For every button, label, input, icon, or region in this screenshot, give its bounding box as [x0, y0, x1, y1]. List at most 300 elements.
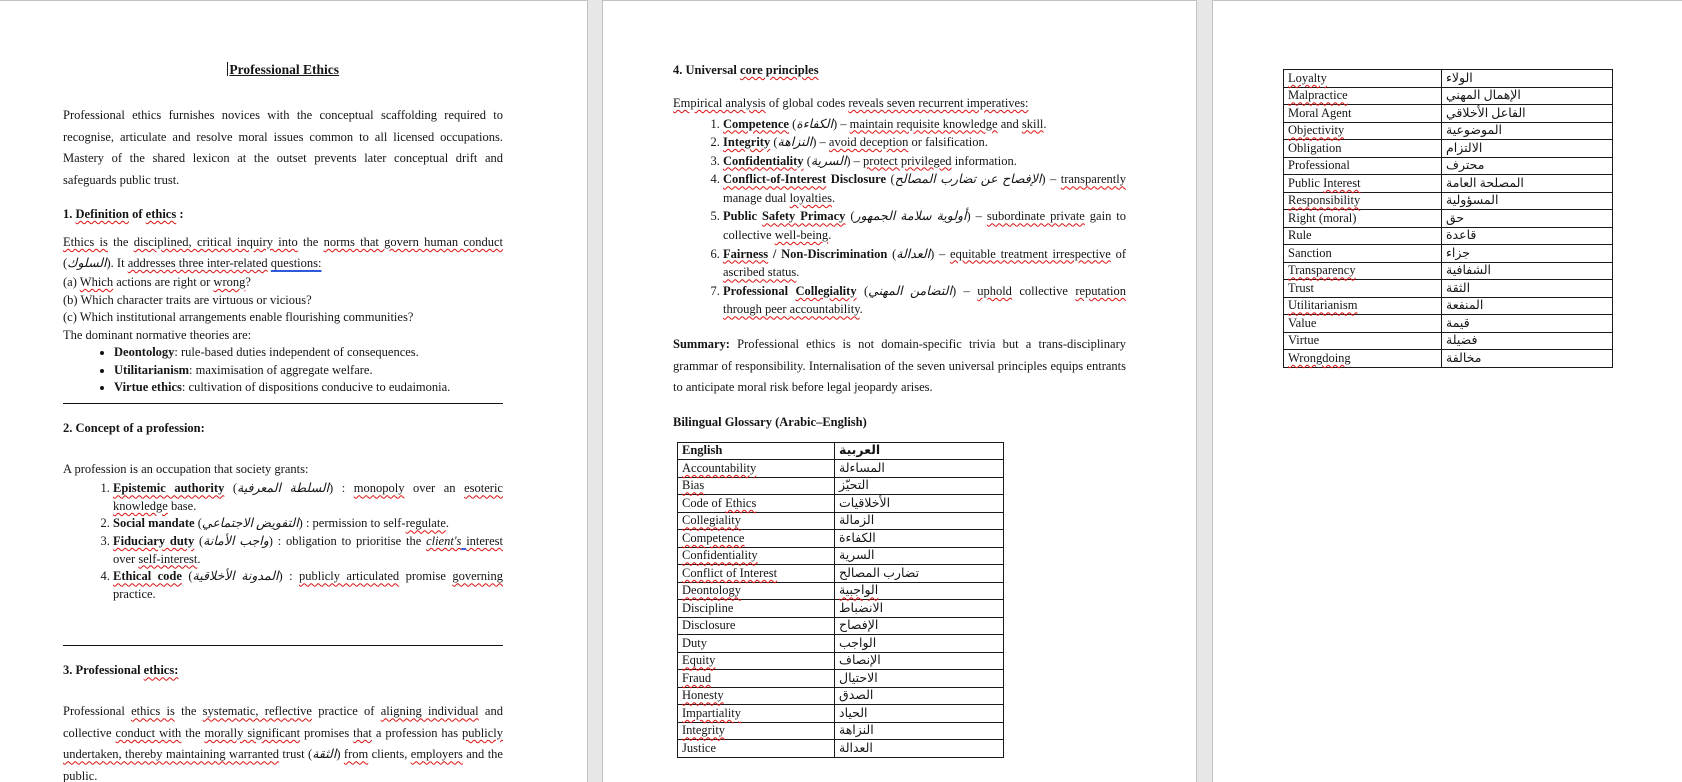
table-row — [678, 547, 1004, 565]
text-segment: publicly undertaken, thereby maintaining warranted — [63, 725, 503, 762]
cell-english — [678, 635, 835, 653]
cell-english — [1284, 245, 1442, 263]
text-segment: : cultivation of dispositions conducive to eudaimonia. — [181, 380, 451, 395]
ethics-question-lines — [63, 274, 503, 344]
text-segment: Public — [1288, 175, 1324, 190]
text-segment: Integrity — [682, 723, 726, 738]
text-segment: . — [796, 265, 800, 280]
text-segment: قيمة — [1446, 315, 1470, 330]
text-segment: the — [174, 704, 203, 719]
text-segment: ) – — [1041, 172, 1061, 187]
text-segment: Professional ethics furnishes novices with the conceptual scaffolding required to recognise, articulate and resolve moral issues common to all licensed occupations. Mastery of the shared lexicon at the outset prevents later conceptual drift and safeguards public trust. — [63, 108, 503, 187]
text-segment: ). It — [106, 256, 128, 270]
table-row — [678, 477, 1004, 495]
text-segment: that — [353, 725, 372, 740]
text-segment: disciplined, critical inquiry into — [133, 235, 298, 249]
text-segment: Disclosure — [826, 172, 887, 187]
cell-arabic — [1442, 297, 1613, 315]
table-row — [678, 670, 1004, 688]
table-row — [1284, 87, 1613, 105]
cell-english — [678, 547, 835, 565]
text-segment: addresses three inter-related — [127, 256, 268, 270]
text-segment: information. — [951, 153, 1017, 168]
text-segment: السلطة المعرفية — [237, 481, 330, 496]
table-row — [1284, 210, 1613, 228]
text-segment: Which — [79, 275, 114, 289]
text-segment: الإفصاح — [839, 618, 879, 633]
text-segment: النزاهة — [839, 723, 874, 738]
text-segment: Competence — [723, 116, 789, 131]
text-segment: Interest — [1323, 175, 1361, 190]
cell-arabic — [835, 687, 1004, 705]
text-segment: (c) Which institutional arrangements enable flourishing communities? — [63, 310, 414, 324]
text-segment: ( — [856, 283, 869, 298]
text-segment: Responsibility — [1288, 193, 1361, 208]
cell-english — [1284, 175, 1442, 193]
heading-professional-ethics — [63, 661, 503, 680]
table-row — [678, 495, 1004, 513]
text-segment: Professional — [723, 283, 796, 298]
text-segment: النزاهة — [777, 135, 813, 150]
text-segment: or falsification. — [908, 135, 988, 150]
text-segment: حق — [1446, 210, 1465, 225]
cell-arabic — [1442, 262, 1613, 280]
cell-english — [1284, 262, 1442, 280]
table-row — [678, 687, 1004, 705]
numbered-item — [723, 170, 1126, 207]
page-3-content — [1213, 1, 1682, 368]
text-segment: manage dual — [723, 190, 790, 205]
professional-ethics-paragraph — [63, 701, 503, 782]
text-segment: a profession has — [371, 725, 463, 740]
text-segment: Empirical analysis — [673, 96, 766, 110]
text-segment: publicly articulated — [299, 569, 400, 584]
text-segment: الإفصاح عن تضارب المصالح — [894, 172, 1042, 187]
text-segment: الشفافية — [1446, 263, 1492, 278]
cell-arabic — [835, 477, 1004, 495]
table-row — [1284, 227, 1613, 245]
text-segment: collective — [1011, 283, 1076, 298]
cell-arabic — [1442, 140, 1613, 158]
text-segment: فضيلة — [1446, 333, 1478, 348]
cell-arabic — [1442, 350, 1613, 368]
title-text — [229, 62, 339, 77]
text-segment: Loyalty — [1288, 70, 1327, 85]
cell-english — [678, 530, 835, 548]
text-segment: ) – — [951, 283, 978, 298]
text-segment: Wrongdoing — [1288, 350, 1351, 365]
text-segment: الولاء — [1446, 70, 1473, 85]
cell-english — [678, 460, 835, 478]
text-segment: interest — [466, 534, 503, 549]
text-segment: over an — [404, 481, 465, 496]
cell-english — [1284, 297, 1442, 315]
text-segment: ) – — [846, 153, 864, 168]
cell-english — [1284, 70, 1442, 88]
cell-arabic — [1442, 192, 1613, 210]
text-segment: التحيّز — [839, 478, 869, 493]
text-segment: العربية — [839, 443, 881, 458]
text-segment: ( — [770, 135, 778, 150]
text-segment: المساءلة — [839, 460, 885, 475]
page-1-content — [0, 1, 587, 782]
bullet-item — [114, 344, 503, 362]
text-segment: الالتزام — [1446, 140, 1483, 155]
text-segment: employers — [410, 747, 463, 762]
cell-arabic — [1442, 245, 1613, 263]
table-row — [1284, 280, 1613, 298]
principles-intro-paragraph — [673, 93, 1126, 115]
table-row — [1284, 175, 1613, 193]
table-row — [1284, 262, 1613, 280]
cell-english — [678, 565, 835, 583]
document-page-1[interactable] — [0, 0, 588, 782]
text-segment: Confidentiality — [682, 548, 758, 563]
text-segment: Virtue — [1288, 333, 1320, 348]
text-segment: aligning individual — [380, 704, 479, 719]
table-row — [1284, 350, 1613, 368]
numbered-item — [723, 282, 1126, 319]
text-segment: and the public. — [63, 747, 503, 782]
text-segment: protect privileged — [863, 153, 952, 168]
text-segment: مخالفة — [1446, 350, 1482, 365]
text-segment: esoteric knowledge — [113, 481, 503, 513]
cell-english — [1284, 87, 1442, 105]
text-segment: Utilitarianism — [114, 362, 189, 377]
text-segment: of global codes — [765, 96, 849, 110]
cell-english — [1284, 140, 1442, 158]
text-segment: ( — [194, 516, 202, 531]
heading-definition-of-ethics — [63, 205, 503, 224]
text-segment: ethics: — [143, 663, 179, 678]
horizontal-rule — [63, 645, 503, 646]
text-segment: reputation through peer accountability — [723, 283, 1127, 317]
text-segment: . — [445, 516, 449, 531]
cell-english — [1284, 122, 1442, 140]
text-segment: ( — [63, 256, 68, 270]
text-segment: Social mandate — [113, 516, 195, 531]
bullet-item — [114, 362, 503, 380]
cell-arabic — [1442, 315, 1613, 333]
text-segment: equitable treatment irrespective — [950, 246, 1111, 261]
text-segment: الواجب — [839, 635, 877, 650]
text-segment: العدالة — [896, 246, 931, 261]
text-segment: promises — [300, 725, 354, 740]
cell-arabic — [1442, 332, 1613, 350]
text-segment: الثقة — [1446, 280, 1471, 295]
text-segment: Collegiality — [795, 283, 857, 298]
text-segment: Disclosure — [682, 618, 736, 633]
text-segment: Professional Ethics — [229, 62, 340, 77]
cell-arabic — [835, 705, 1004, 723]
text-segment: the — [181, 725, 205, 740]
text-segment: ( — [887, 246, 897, 261]
cell-arabic — [835, 617, 1004, 635]
text-segment: Malpractice — [1288, 88, 1348, 103]
cell-arabic — [1442, 122, 1613, 140]
text-segment: السرية — [810, 153, 847, 168]
cell-english — [678, 670, 835, 688]
text-segment: ( — [194, 534, 204, 549]
text-segment: المسؤولية — [1446, 193, 1499, 208]
numbered-item — [723, 245, 1126, 282]
numbered-item — [723, 115, 1126, 134]
cell-english — [1284, 315, 1442, 333]
text-segment: ( — [224, 481, 238, 496]
text-segment: . — [832, 190, 836, 205]
cell-english — [1284, 227, 1442, 245]
text-segment: Duty — [682, 635, 707, 650]
text-segment: السلوك — [67, 256, 107, 270]
text-segment: Competence — [682, 530, 745, 545]
cell-english — [1284, 192, 1442, 210]
cell-english — [678, 600, 835, 618]
glossary-table-page-2 — [677, 442, 1004, 758]
cell-english — [678, 512, 835, 530]
cell-arabic — [1442, 70, 1613, 88]
text-segment: المنفعة — [1446, 298, 1484, 313]
text-segment: and collective — [63, 704, 503, 740]
text-segment: Right (moral) — [1288, 210, 1357, 225]
cell-arabic — [1442, 157, 1613, 175]
text-segment: ) : permission to self- — [298, 516, 406, 531]
text-segment: systematic, reflective — [202, 704, 312, 719]
numbered-item — [723, 133, 1126, 152]
cell-arabic — [835, 670, 1004, 688]
text-segment: morally significant — [204, 725, 301, 740]
text-segment: ) : obligation to prioritise the — [268, 534, 427, 549]
text-segment: 4. Universal — [673, 63, 741, 77]
cell-arabic — [835, 722, 1004, 740]
text-segment: الكفاءة — [796, 116, 833, 131]
cell-arabic — [1442, 105, 1613, 123]
document-title — [63, 60, 503, 79]
text-segment: regulate — [405, 516, 446, 531]
ethics-definition-paragraph — [63, 232, 503, 274]
text-segment: Ethical code — [113, 569, 182, 584]
text-segment: Integrity — [723, 135, 771, 150]
heading-bilingual-glossary — [673, 413, 1126, 432]
text-segment: Epistemic authority — [113, 481, 225, 496]
numbered-item — [723, 207, 1126, 244]
normative-theories-list — [63, 344, 503, 397]
text-segment: monopoly — [353, 481, 405, 496]
cell-arabic — [835, 740, 1004, 758]
table-row — [678, 582, 1004, 600]
text-segment: / Non-Discrimination — [768, 246, 888, 261]
text-segment: قاعدة — [1446, 228, 1477, 243]
text-segment: ) – — [966, 209, 987, 224]
text-segment: and — [997, 116, 1022, 131]
text-segment: Value — [1288, 315, 1317, 330]
text-segment: الكفاءة — [839, 530, 876, 545]
profession-paragraph — [63, 459, 503, 481]
cell-english — [1284, 157, 1442, 175]
cell-arabic — [835, 512, 1004, 530]
table-row — [678, 722, 1004, 740]
text-segment: السرية — [839, 548, 875, 563]
table-row — [1284, 122, 1613, 140]
text-segment: : — [176, 207, 184, 221]
text-segment: محترف — [1446, 158, 1485, 173]
text-line — [63, 292, 503, 310]
text-segment: Accountability — [682, 460, 757, 475]
text-segment: of — [1110, 246, 1126, 261]
cell-arabic — [835, 635, 1004, 653]
text-segment: التفويض الاجتماعي — [201, 516, 299, 531]
text-segment: ) — [336, 747, 344, 762]
table-header-row — [678, 442, 1004, 460]
profession-grants-list — [63, 480, 503, 603]
text-segment: core principles — [740, 63, 819, 77]
text-segment: ) – — [833, 116, 850, 131]
text-line — [63, 274, 503, 292]
text-segment: (a) — [63, 275, 80, 289]
text-segment: ( — [845, 209, 855, 224]
cell-english — [678, 652, 835, 670]
cell-english — [678, 722, 835, 740]
text-segment: Justice — [682, 740, 717, 755]
table-row — [678, 652, 1004, 670]
table-row — [678, 460, 1004, 478]
text-segment: الثقة — [312, 747, 337, 762]
text-segment: : rule-based duties independent of consequences. — [174, 345, 419, 359]
text-segment: . — [859, 302, 863, 317]
cell-arabic — [1442, 210, 1613, 228]
text-segment: Safety Primacy — [761, 209, 846, 224]
text-segment: : maximisation of aggregate welfare. — [189, 362, 373, 377]
text-segment: Fraud — [682, 670, 712, 685]
table-row — [1284, 245, 1613, 263]
text-segment: conduct with — [115, 725, 182, 740]
text-segment: الانضباط — [839, 600, 884, 615]
text-segment: ) – — [930, 246, 951, 261]
text-segment: Objectivity — [1288, 123, 1345, 138]
text-segment: Fiduciary duty — [113, 534, 195, 549]
text-segment: ascribed status — [723, 265, 797, 280]
cell-english — [1284, 350, 1442, 368]
text-line — [63, 309, 503, 327]
text-segment: Impartiality — [682, 705, 742, 720]
table-row — [1284, 192, 1613, 210]
text-segment: of — [128, 207, 146, 221]
horizontal-rule — [63, 403, 503, 404]
text-segment: Professional — [63, 704, 132, 719]
cell-arabic — [835, 565, 1004, 583]
cell-arabic — [1442, 280, 1613, 298]
text-segment: Honesty — [682, 688, 724, 703]
page-2-content — [603, 1, 1196, 758]
text-segment: gain to collective — [723, 209, 1127, 243]
text-segment: الموضوعية — [1446, 123, 1502, 138]
text-segment: . — [828, 228, 832, 243]
glossary-table-page-3 — [1283, 69, 1613, 368]
text-segment: (b) Which character traits are virtuous or vicious? — [63, 292, 312, 307]
numbered-item — [113, 480, 503, 515]
table-row — [678, 635, 1004, 653]
table-row — [1284, 140, 1613, 158]
text-segment: transparently — [1060, 172, 1127, 187]
text-segment: الاحتيال — [839, 670, 878, 685]
text-segment: واجب الأمانة — [203, 534, 269, 549]
text-segment: Professional — [1288, 158, 1350, 173]
text-segment: skill — [1021, 116, 1044, 131]
text-segment: الإهمال المهني — [1446, 88, 1521, 103]
text-segment: Virtue ethics — [114, 380, 182, 395]
text-segment: Bilingual Glossary (Arabic–English) — [673, 414, 867, 429]
document-page-2[interactable] — [602, 0, 1197, 782]
numbered-item — [113, 533, 503, 568]
document-page-3[interactable] — [1212, 0, 1682, 782]
cell-arabic — [835, 495, 1004, 513]
text-segment: client's — [426, 534, 462, 549]
text-segment: Definition — [75, 207, 129, 221]
cell-english — [1284, 210, 1442, 228]
text-segment: Ethics — [725, 495, 757, 510]
core-principles-list — [673, 115, 1126, 320]
table-row — [1284, 105, 1613, 123]
text-segment: الواجبية — [839, 583, 879, 598]
text-segment: loyalties — [789, 190, 832, 205]
text-segment: the — [297, 235, 324, 249]
text-segment: 1. — [63, 207, 76, 221]
text-segment: Collegiality — [682, 513, 742, 528]
text-segment: practice of — [311, 704, 381, 719]
table-row — [1284, 332, 1613, 350]
text-segment: تضارب المصالح — [839, 565, 920, 580]
text-segment: avoid deception — [828, 135, 909, 150]
text-segment: uphold — [977, 283, 1012, 298]
text-segment: from — [343, 747, 369, 762]
text-segment: Trust — [1288, 280, 1314, 295]
text-segment: ( — [181, 569, 193, 584]
cell-arabic — [835, 442, 1004, 460]
text-segment: questions: — [270, 256, 322, 270]
text-segment: Discipline — [682, 600, 734, 615]
cell-arabic — [835, 582, 1004, 600]
text-segment: ( — [803, 153, 811, 168]
cell-english — [678, 740, 835, 758]
text-segment: Conflict-of-Interest — [723, 172, 827, 187]
text-segment: ? — [245, 275, 251, 289]
text-segment: ) : — [278, 569, 300, 584]
text-segment: الأخلاقيات — [839, 495, 891, 510]
text-segment: clients, — [368, 747, 411, 762]
text-segment: base. — [167, 498, 197, 513]
text-segment: Utilitarianism — [1288, 298, 1358, 313]
text-line — [63, 327, 503, 345]
text-segment: ) : — [329, 481, 354, 496]
cell-arabic — [835, 530, 1004, 548]
text-segment: wrong — [213, 275, 246, 289]
text-segment: trust ( — [279, 747, 313, 762]
table-row — [678, 530, 1004, 548]
table-row — [678, 740, 1004, 758]
text-segment: norms that govern human conduct — [323, 235, 503, 249]
text-segment: الحياد — [839, 705, 868, 720]
text-segment: over — [113, 551, 139, 566]
table-row — [678, 617, 1004, 635]
numbered-item — [113, 568, 503, 603]
text-segment: self-interest — [138, 551, 198, 566]
text-segment: ( — [886, 172, 895, 187]
cell-english — [678, 687, 835, 705]
text-segment: التضامن المهني — [868, 283, 952, 298]
cell-english — [678, 617, 835, 635]
table-row — [678, 705, 1004, 723]
text-segment: Ethics is — [63, 235, 108, 249]
text-segment: Transparency — [1288, 263, 1356, 278]
